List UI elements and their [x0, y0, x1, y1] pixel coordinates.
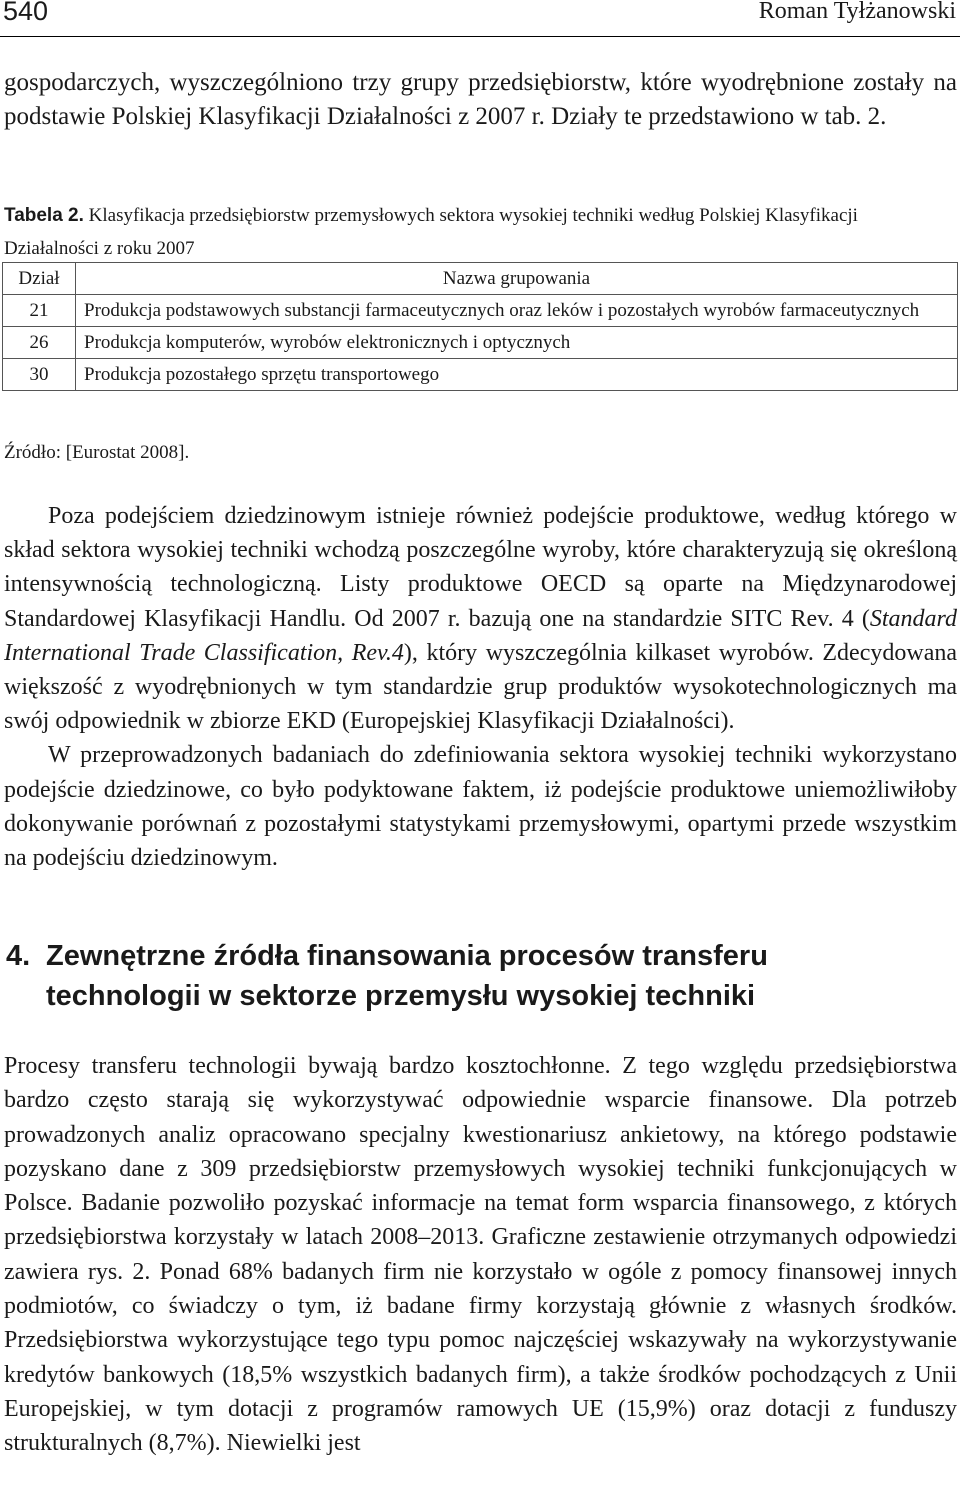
table-header-row — [3, 263, 958, 295]
row-name: Produkcja pozostałego sprzętu transportowego — [76, 359, 958, 391]
table-label: Tabela 2. — [4, 205, 84, 226]
sitc-italic-title: Standard International Trade Classification, Rev.4 — [4, 605, 957, 666]
paragraph-text: ), który wyszczególnia kilkaset wyrobów. Zdecydowana większość z wyodrębnionych w tym standardzie grup produktów wysokotechnologicznych ma swój odpowiednik w zbiorze EKD (Europejskiej Klasyfikacji Działalności). — [4, 639, 957, 735]
row-name: Produkcja podstawowych substancji farmaceutycznych oraz leków i pozostałych wyrobów farmaceutycznych — [76, 295, 958, 327]
classification-table — [2, 262, 958, 391]
row-name: Produkcja komputerów, wyrobów elektronicznych i optycznych — [76, 327, 958, 359]
table-row — [3, 327, 958, 359]
body-section-1 — [4, 499, 957, 875]
intro-paragraph: gospodarczych, wyszczególniono trzy grupy przedsiębiorstw, które wyodrębnione zostały na podstawie Polskiej Klasyfikacji Działalności z 2007 r. Działy te przedstawiono w tab. 2. — [4, 69, 957, 130]
paragraph-text: Poza podejściem dziedzinowym istnieje również podejście produktowe, według którego w skład sektora wysokiej techniki wchodzą poszczególne wyroby, które charakteryzują się określoną intensywnością technologiczną. Listy produktowe OECD są oparte na Międzynarodowej Standardowej Klasyfikacji Handlu. Od 2007 r. bazują one na standardzie SITC Rev. 4 ( — [4, 503, 957, 632]
table-source: Źródło: [Eurostat 2008]. — [4, 442, 190, 463]
column-header-dzial: Dział — [3, 263, 76, 295]
page-number: 540 — [3, 0, 49, 26]
section-title-line-1 — [6, 936, 768, 976]
row-code: 30 — [3, 359, 76, 391]
table-caption — [4, 199, 950, 265]
section-number: 4. — [6, 940, 31, 972]
paragraph-product-approach — [4, 499, 957, 738]
row-code: 26 — [3, 327, 76, 359]
paragraph-research-approach: W przeprowadzonych badaniach do zdefiniowania sektora wysokiej techniki wykorzystano podejście dziedzinowe, co było podyktowane faktem, iż podejście produktowe uniemożliwiłoby dokonywanie porównań z pozostałymi statystykami przemysłowymi, opartymi przede wszystkim na podejściu dziedzinowym. — [4, 742, 957, 872]
table-row — [3, 359, 958, 391]
section-heading — [6, 936, 768, 1016]
header-rule — [0, 36, 960, 37]
running-head-author: Roman Tyłżanowski — [758, 0, 956, 24]
column-header-nazwa: Nazwa grupowania — [76, 263, 958, 295]
table-row — [3, 295, 958, 327]
paragraph-financing: Procesy transferu technologii bywają bardzo kosztochłonne. Z tego względu przedsiębiorstwa bardzo często starają się wykorzystywać odpowiednie wsparcie finansowe. Dla potrzeb prowadzonych analiz opracowano specjalny kwestionariusz ankietowy, na którego podstawie pozyskano dane z 309 przedsiębiorstw przemysłowych wysokiej techniki funkcjonujących w Polsce. Badanie pozwoliło pozyskać informacje na temat form wsparcia finansowego, z których przedsiębiorstwa korzystały w latach 2008–2013. Graficzne zestawienie otrzymanych odpowiedzi zawiera rys. 2. Ponad 68% badanych firm nie korzystało w ogóle z pomocy finansowej innych podmiotów, co świadczy o tym, iż badane firmy korzystają głównie z własnych środków. Przedsiębiorstwa wykorzystujące tego typu pomoc najczęściej wskazywały na wykorzystywanie kredytów bankowych (18,5% wszystkich badanych firm), a także środków pochodzących z Unii Europejskiej, w tym dotacji z programów ramowych UE (15,9%) oraz dotacji z funduszy strukturalnych (8,7%). Niewielki jest — [4, 1053, 957, 1457]
section-title-text: Zewnętrzne źródła finansowania procesów transferu — [46, 940, 768, 972]
row-code: 21 — [3, 295, 76, 327]
page-header — [0, 0, 960, 38]
section-title-line-2: technologii w sektorze przemysłu wysokiej techniki — [46, 980, 756, 1012]
body-section-2 — [4, 1049, 957, 1461]
table-caption-text: Klasyfikacja przedsiębiorstw przemysłowych sektora wysokiej techniki według Polskiej Klasyfikacji Działalności z roku 2007 — [4, 205, 858, 259]
